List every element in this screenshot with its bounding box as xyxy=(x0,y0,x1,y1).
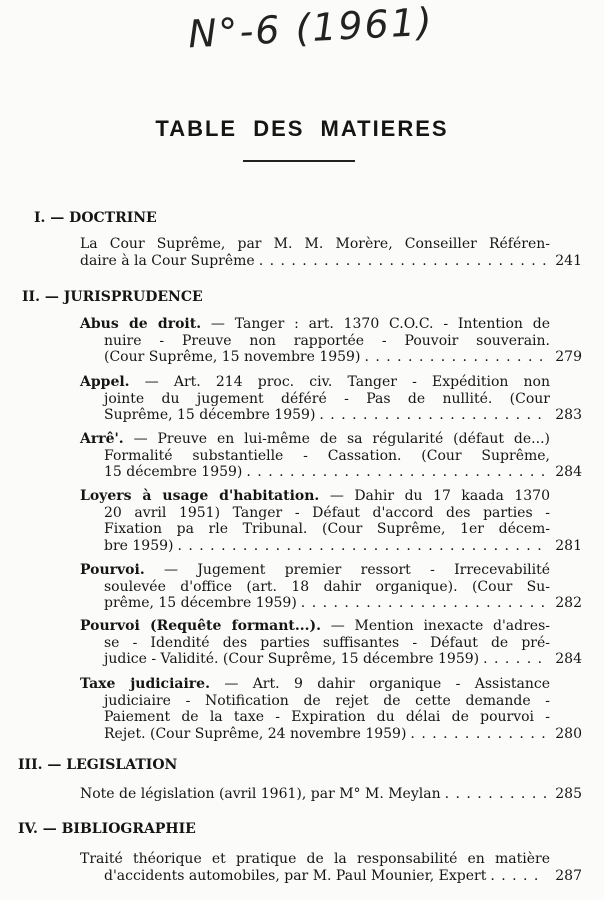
entry-line xyxy=(80,236,550,253)
entry-line-text: — Dahir du 17 kaada 1370 xyxy=(319,488,550,504)
entry-line xyxy=(80,709,550,726)
entry-line-text: — Preuve en lui-même de sa régularité (défaut de...) xyxy=(123,431,550,447)
entry-line xyxy=(80,431,550,448)
dot-leader xyxy=(483,651,546,668)
section-heading xyxy=(22,289,203,305)
entry-line-text: bre 1959) xyxy=(104,537,174,554)
section-name: LEGISLATION xyxy=(66,757,178,773)
toc-entry xyxy=(80,676,550,742)
entry-line-text: daire à la Cour Suprême xyxy=(80,252,255,269)
page-number: 285 xyxy=(555,786,582,802)
entry-line-text: Traité théorique et pratique de la responsabilité en matière xyxy=(80,851,550,867)
section-heading xyxy=(34,210,157,226)
page-number: 284 xyxy=(555,651,582,667)
entry-text xyxy=(104,407,315,424)
entry-line-text: Suprême, 15 décembre 1959) xyxy=(104,407,316,423)
entry-line-text: judiciaire - Notification de rejet de cette demande - xyxy=(104,692,550,709)
page-number: 280 xyxy=(555,725,582,742)
entry-subject: Pourvoi. xyxy=(80,562,145,578)
entry-line-text: — Mention inexacte d'adres- xyxy=(321,618,550,634)
entry-line xyxy=(80,676,550,693)
entry-line xyxy=(80,562,550,579)
entry-line-text: — Tanger : art. 1370 C.O.C. - Intention de xyxy=(201,316,550,332)
entry-line xyxy=(80,618,550,635)
entry-line-text: — Art. 9 dahir organique - Assistance xyxy=(209,676,550,692)
entry-line xyxy=(80,374,550,391)
dot-leader xyxy=(177,538,546,555)
entry-subject: Pourvoi (Requête formant...). xyxy=(80,618,321,634)
entry-text xyxy=(104,868,486,885)
dot-leader xyxy=(490,868,546,885)
entry-line xyxy=(80,786,550,803)
entry-line-text: Fixation pa rle Tribunal. (Cour Suprême, 1er décem- xyxy=(104,521,550,537)
title-divider xyxy=(243,160,355,162)
entry-line-text: prême, 15 décembre 1959) xyxy=(104,595,297,611)
dot-leader xyxy=(301,595,546,612)
entry-line-text: jointe du jugement déféré - Pas de nullité. (Cour xyxy=(104,390,550,407)
entry-subject: Loyers à usage d'habitation. xyxy=(80,488,320,504)
toc-entry xyxy=(80,851,550,884)
entry-line xyxy=(80,333,550,350)
section-heading xyxy=(18,757,177,773)
page-number: 283 xyxy=(555,407,582,423)
page-number: 284 xyxy=(555,464,582,480)
entry-text xyxy=(104,726,406,743)
entry-subject: Arrê'. xyxy=(80,431,124,447)
entry-line-text: Rejet. (Cour Suprême, 24 novembre 1959) xyxy=(104,725,407,742)
entry-line-text: 15 décembre 1959) xyxy=(104,464,243,480)
entry-line xyxy=(80,595,550,612)
entry-line-text: (Cour Suprême, 15 novembre 1959) xyxy=(104,349,361,365)
toc-entry xyxy=(80,488,550,554)
entry-line-text: nuire - Preuve non rapportée - Pouvoir souverain. xyxy=(104,332,550,349)
entry-line xyxy=(80,316,550,333)
toc-entry xyxy=(80,374,550,424)
page-number: 282 xyxy=(555,595,582,611)
entry-line-text: d'accidents automobiles, par M. Paul Mounier, Expert xyxy=(104,867,487,884)
entry-line xyxy=(80,349,550,366)
toc-entry xyxy=(80,431,550,481)
entry-text xyxy=(80,786,441,803)
dot-leader xyxy=(319,407,546,424)
dot-leader xyxy=(259,253,546,270)
entry-line xyxy=(80,464,550,481)
entry-line-text: Formalité substantielle - Cassation. (Cour Suprême, xyxy=(104,447,550,464)
entry-line xyxy=(80,488,550,505)
section-name: DOCTRINE xyxy=(69,210,157,226)
entry-line-text: Paiement de la taxe - Expiration du délai de pourvoi - xyxy=(104,709,550,725)
section-number: IV. — xyxy=(18,821,57,837)
toc-entry xyxy=(80,236,550,269)
section-number: III. — xyxy=(18,757,62,773)
entry-line xyxy=(80,693,550,710)
entry-line-text: judice - Validité. (Cour Suprême, 15 décembre 1959) xyxy=(104,651,480,667)
entry-text xyxy=(104,651,479,668)
page-number: 241 xyxy=(555,252,582,269)
entry-subject: Abus de droit. xyxy=(80,316,202,332)
dot-leader xyxy=(410,726,546,743)
entry-line-text: — Art. 214 proc. civ. Tanger - Expédition non xyxy=(129,374,550,390)
toc-entry xyxy=(80,562,550,612)
entry-line xyxy=(80,538,550,555)
dot-leader xyxy=(246,464,546,481)
entry-line-text: Note de législation (avril 1961), par M° M. Meylan xyxy=(80,786,441,802)
toc-entry xyxy=(80,786,550,803)
entry-line xyxy=(80,651,550,668)
handwritten-issue-note: N°-6 (1961) xyxy=(187,0,435,57)
entry-line-text: soulevée d'office (art. 18 dahir organique). (Cour Su- xyxy=(104,578,550,595)
entry-line xyxy=(80,448,550,465)
entry-text xyxy=(104,464,242,481)
entry-text xyxy=(104,538,173,555)
entry-subject: Taxe judiciaire. xyxy=(80,676,210,692)
entry-text xyxy=(80,253,255,270)
page-title: TABLE DES MATIERES xyxy=(155,116,449,141)
entry-line-text: 20 avril 1951) Tanger - Défaut d'accord des parties - xyxy=(104,504,550,521)
entry-subject: Appel. xyxy=(80,374,130,390)
dot-leader xyxy=(364,349,546,366)
entry-line xyxy=(80,521,550,538)
entry-text xyxy=(104,349,360,366)
entry-line xyxy=(80,579,550,596)
entry-text xyxy=(104,595,297,612)
entry-line xyxy=(80,407,550,424)
entry-line xyxy=(80,851,550,868)
section-number: I. — xyxy=(34,210,65,226)
entry-line xyxy=(80,391,550,408)
entry-line-text: La Cour Suprême, par M. M. Morère, Conseiller Référen- xyxy=(80,236,550,252)
section-name: JURISPRUDENCE xyxy=(63,289,203,305)
entry-line xyxy=(80,635,550,652)
page-number: 287 xyxy=(555,867,582,884)
entry-line xyxy=(80,505,550,522)
entry-line xyxy=(80,253,550,270)
entry-line-text: — Jugement premier ressort - Irrecevabilité xyxy=(144,562,550,578)
toc-entry xyxy=(80,316,550,366)
page-number: 279 xyxy=(555,349,582,365)
entry-line xyxy=(80,868,550,885)
section-heading xyxy=(18,821,196,837)
entry-line-text: se - Idendité des parties suffisantes - Défaut de pré- xyxy=(104,634,550,651)
entry-line xyxy=(80,726,550,743)
page-number: 281 xyxy=(555,537,582,554)
section-name: BIBLIOGRAPHIE xyxy=(61,821,196,837)
toc-entry xyxy=(80,618,550,668)
section-number: II. — xyxy=(22,289,59,305)
dot-leader xyxy=(445,786,546,803)
